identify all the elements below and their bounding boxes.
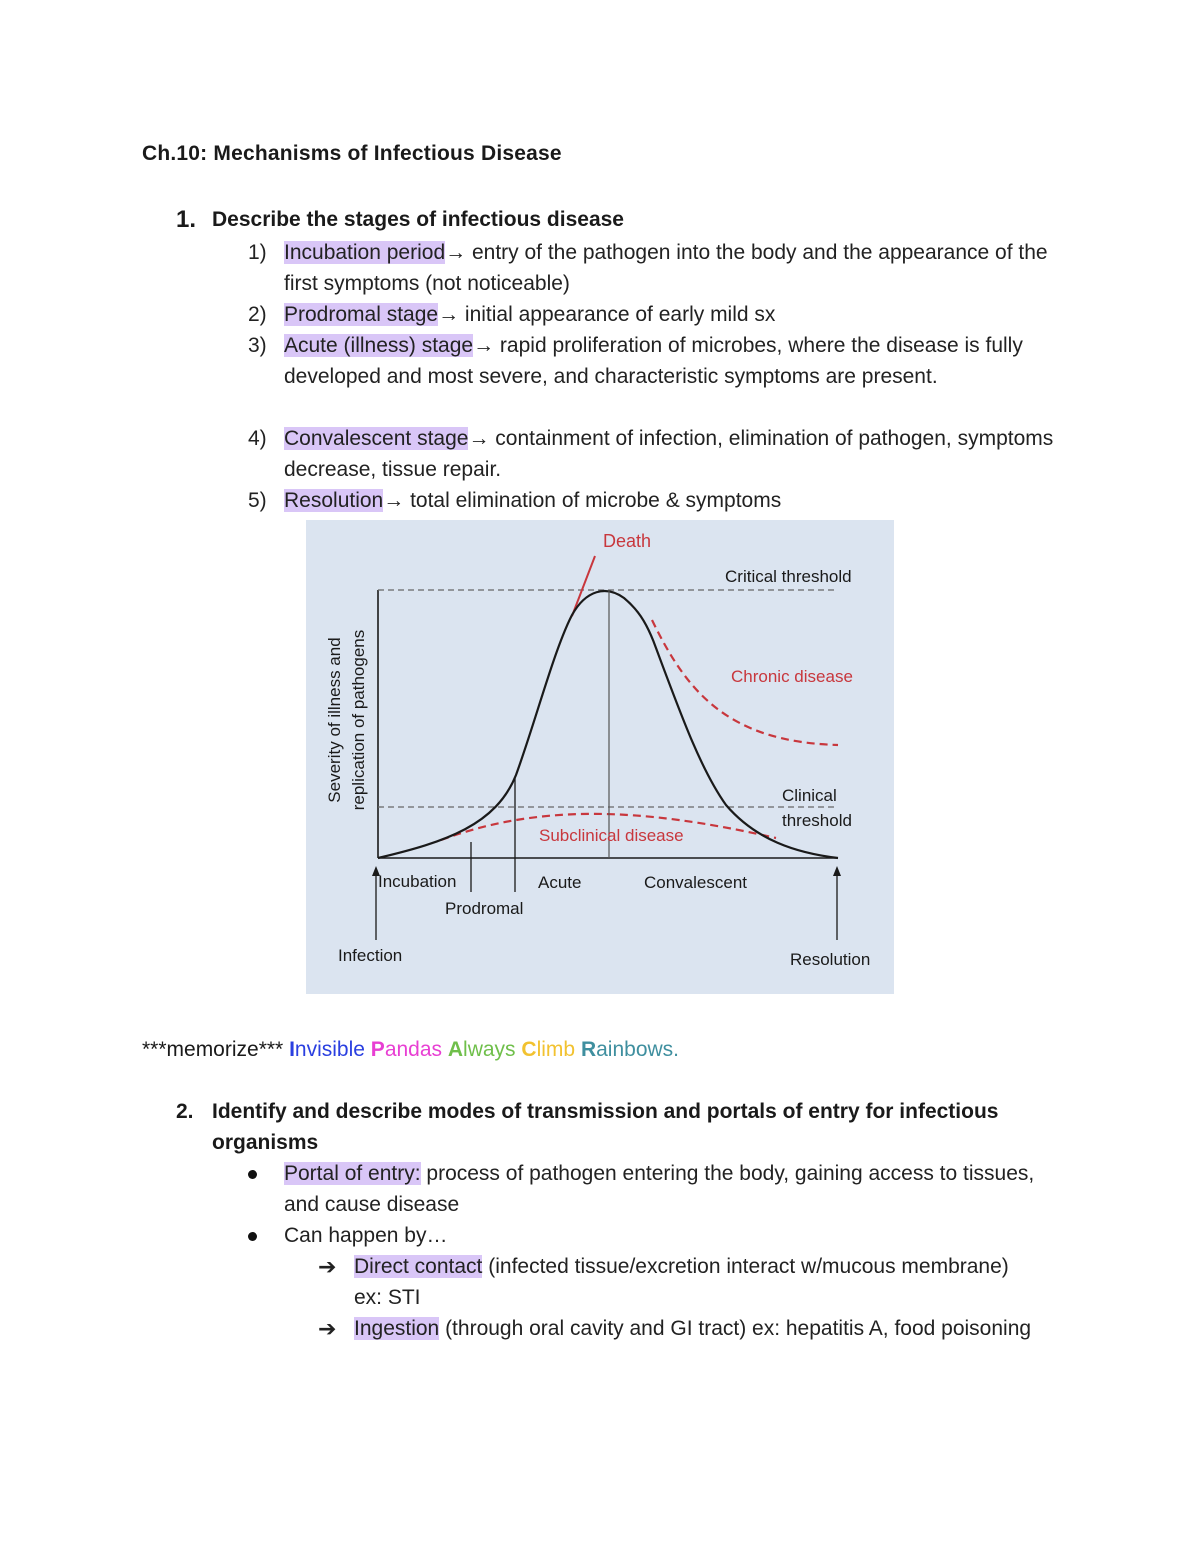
mnemonic-initial: A [447, 1038, 464, 1061]
question-2-heading [176, 1096, 999, 1154]
stage-number: 2) [248, 303, 267, 326]
arrow-icon: ➔ [318, 1316, 337, 1341]
stage-desc: → initial appearance of early mild sx [438, 303, 776, 326]
mnemonic-prefix: ***memorize*** [142, 1038, 290, 1061]
stage-number: 1) [248, 241, 267, 264]
death-label: Death [603, 531, 652, 551]
bullet-desc: Can happen by… [284, 1224, 448, 1247]
stage-label-acute: Acute [538, 873, 582, 892]
question-1-text: Describe the stages of infectious disease [212, 208, 624, 231]
stage-number: 3) [248, 334, 267, 357]
disease-curve [378, 591, 838, 858]
stage-label-incubation: Incubation [378, 872, 457, 891]
arrow-icon: ➔ [318, 1254, 337, 1279]
sub-item-term: Direct contact [354, 1255, 483, 1278]
mnemonic-word [521, 1038, 575, 1061]
subclinical-disease-label: Subclinical disease [539, 826, 684, 845]
stage-term: Acute (illness) stage [284, 334, 474, 357]
y-axis-label-line1: Severity of illness and [325, 637, 344, 803]
mnemonic-initial: C [521, 1038, 537, 1061]
mnemonic-rest: andas [384, 1038, 443, 1061]
mnemonic-word [448, 1038, 516, 1061]
stage-desc: → rapid proliferation of microbes, where the disease is fully developed and most severe, and characteristic symptoms are present. [284, 334, 1023, 388]
critical-threshold-label: Critical threshold [725, 567, 852, 586]
stage-term: Prodromal stage [284, 303, 439, 326]
bullet-term: Portal of entry: [284, 1162, 421, 1185]
sub-item-desc: (through oral cavity and GI tract) ex: hepatitis A, food poisoning [439, 1317, 1032, 1340]
y-axis-label-line2: replication of pathogens [349, 629, 368, 811]
mnemonic-word [289, 1038, 365, 1061]
stage-term: Convalescent stage [284, 427, 469, 450]
stage-term: Incubation period [284, 241, 446, 264]
mnemonic-rest: nvisible [294, 1038, 365, 1061]
page-title: Ch.10: Mechanisms of Infectious Disease [142, 142, 562, 165]
stage-term: Resolution [284, 489, 384, 512]
mnemonic-word [581, 1038, 679, 1061]
bullet-desc: process of pathogen entering the body, gaining access to tissues, and cause disease [284, 1162, 1035, 1216]
stage-desc: → entry of the pathogen into the body and the appearance of the first symptoms (not noticeable) [284, 241, 1048, 295]
mnemonic-word [371, 1038, 442, 1061]
stage-desc: → total elimination of microbe & symptoms [383, 489, 782, 512]
sub-item-term: Ingestion [354, 1317, 440, 1340]
stage-desc: → containment of infection, elimination of pathogen, symptoms decrease, tissue repair. [284, 427, 1054, 481]
clinical-threshold-label-2: threshold [782, 811, 852, 830]
bullet-icon [248, 1232, 257, 1241]
stage-number: 5) [248, 489, 267, 512]
sub-item-desc: (infected tissue/excretion interact w/mucous membrane) ex: STI [354, 1255, 1009, 1309]
infection-stages-figure [306, 520, 894, 994]
bullet-icon [248, 1170, 257, 1179]
stage-label-convalescent: Convalescent [644, 873, 748, 892]
resolution-label: Resolution [790, 950, 871, 969]
question-1-number: 1. [176, 206, 197, 233]
resolution-arrow-head [833, 866, 841, 876]
mnemonic-initial: P [370, 1038, 385, 1061]
infection-label: Infection [338, 946, 403, 965]
mnemonic-rest: lways [463, 1038, 516, 1061]
death-line [572, 556, 595, 616]
mnemonic-rest: limb [536, 1038, 576, 1061]
mnemonic-initial: I [289, 1038, 295, 1061]
question-2-number: 2. [176, 1100, 194, 1123]
chronic-disease-label: Chronic disease [731, 667, 853, 686]
mnemonic-initial: R [580, 1038, 597, 1061]
clinical-threshold-label-1: Clinical [782, 786, 837, 805]
question-2-text: Identify and describe modes of transmission and portals of entry for infectious organisms [212, 1100, 999, 1154]
mnemonic-rest: ainbows. [596, 1038, 679, 1061]
mnemonic-line [142, 1034, 679, 1065]
stage-label-prodromal: Prodromal [445, 899, 524, 918]
stage-number: 4) [248, 427, 267, 450]
question-1-heading [176, 204, 624, 236]
